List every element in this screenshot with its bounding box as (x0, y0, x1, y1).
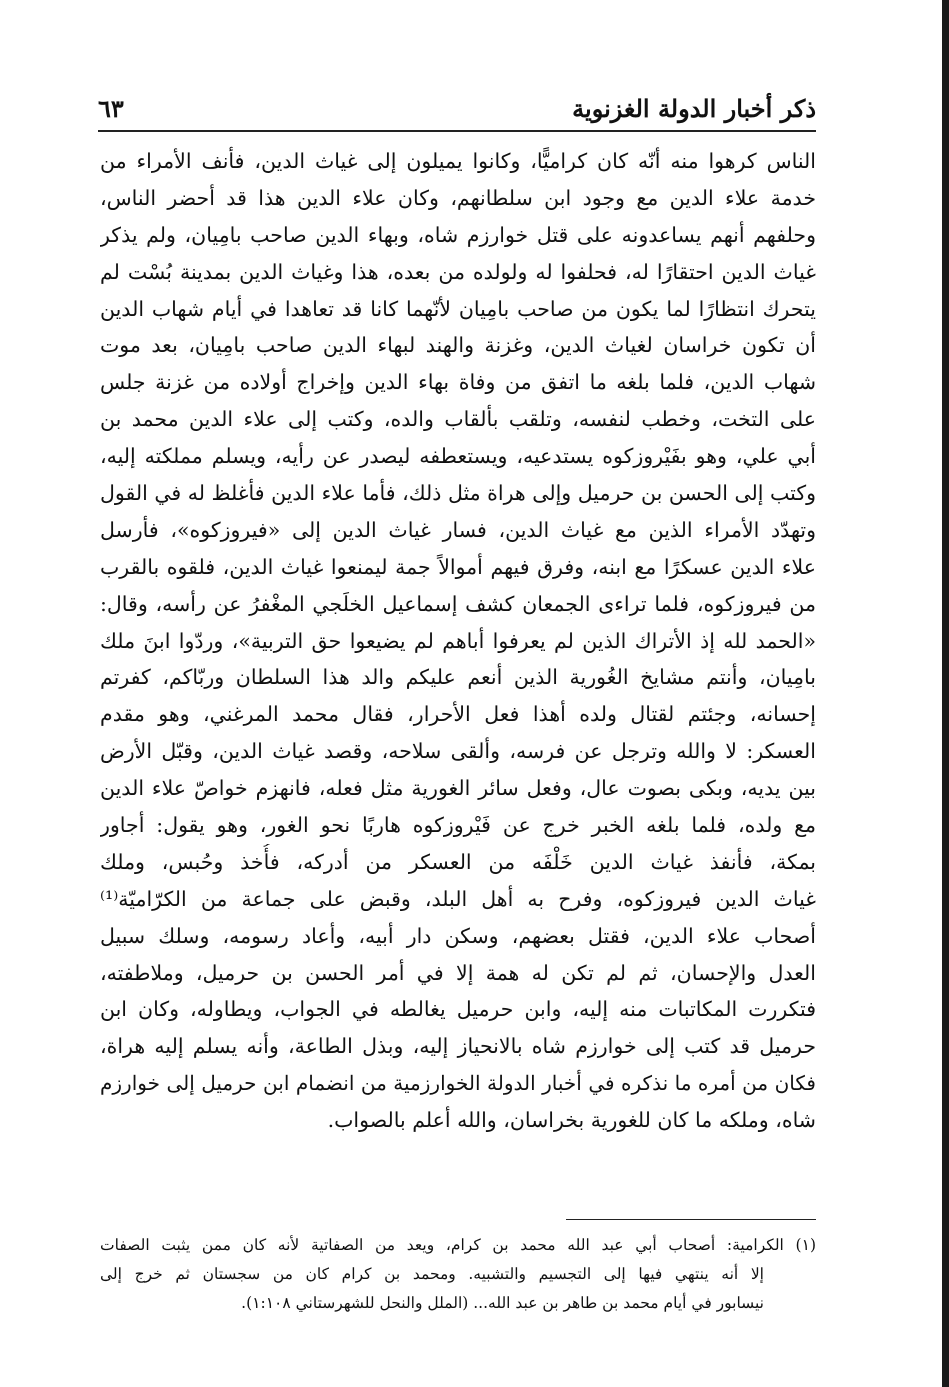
text-line: وحلفهم أنهم يساعدونه على قتل خوارزم شاه، وبهاء الدين صاحب بامِيان، ولم يذكر (100, 222, 816, 247)
text-line: يتحرك انتظارًا لما يكون من صاحب بامِيان لأنّهما كانا قد تعاهدا في أيام شهاب الدين (100, 296, 816, 321)
text-line: إحسانه، وجئتم لقتال ولده أهذا فعل الأحرار، فقال محمد المرغني، وهو مقدم (100, 702, 816, 727)
text-line: بمكة، فأنفذ غياث الدين خَلْفَه من العسكر من أدركه، فأُخذ وحُبس، وملك (100, 849, 816, 874)
text-line: وتهدّد الأمراء الذين مع غياث الدين، فسار غياث الدين إلى «فيروزكوه»، فأرسل (100, 517, 816, 542)
text-line: أصحاب علاء الدين، فقتل بعضهم، وسكن دار أبيه، وأعاد رسومه، وسلك سبيل (100, 923, 816, 948)
text-line: «الحمد لله إذ الأتراك الذين لم يعرفوا أباهم لم يضيعوا حق التربية»، وردّوا ابنَ ملك (100, 628, 816, 653)
text-line: من فيروزكوه، فلما تراءى الجمعان كشف إسماعيل الخلَجي المغْفرُ عن رأسه، وقال: (100, 591, 816, 616)
text-line: وكتب إلى الحسن بن حرميل وإلى هراة مثل ذلك، فأما علاء الدين فأغلظ له في القول (100, 481, 816, 506)
text-line: مع ولده، فلما بلغه الخبر خرج عن فَيْروزكوه هاربًا نحو الغور، وهو يقول: أجاور (100, 813, 816, 838)
running-title: ذكر أخبار الدولة الغزنوية (572, 94, 816, 123)
footnote-line: (١) الكرامية: أصحاب أبي عبد الله محمد بن كرام، ويعد من الصفاتية لأنه كان ممن يثبت الصفات (100, 1236, 816, 1254)
text-line: بين يديه، وبكى بصوت عال، وفعل سائر الغورية مثل فعله، فانهزم خواصّ علاء الدين (100, 776, 816, 801)
text-line: أن تكون خراسان لغياث الدين، وغزنة والهند لبهاء الدين صاحب بامِيان، بعد موت (100, 333, 816, 358)
text-line: بامِيان، وأنتم مشايخ الغُورية الذين أنعم عليكم والد هذا السلطان وربّاكم، كفرتم (100, 665, 816, 690)
text-line: العسكر: لا والله وترجل عن فرسه، وألقى سلاحه، وقصد غياث الدين، وقبّل الأرض (100, 739, 816, 764)
page-header (98, 92, 816, 128)
text-line: أبي علي، وهو بفَيْروزكوه يستدعيه، ويستعطفه ليصدر عن رأيه، ويسلم مملكته إليه، (100, 444, 816, 469)
text-line: شاه، وملكه ما كان للغورية بخراسان، والله أعلم بالصواب. (327, 1108, 816, 1133)
header-rule (98, 130, 816, 132)
footnote-rule (566, 1219, 816, 1220)
text-line: شهاب الدين، فلما بلغه ما اتفق من وفاة بهاء الدين وإخراج أولاده من غزنة جلس (100, 370, 816, 395)
main-text (100, 143, 816, 1139)
page-number: ٦٣ (98, 94, 124, 123)
text-line: غياث الدين احتقارًا له، فحلفوا له ولولده من بعده، هذا وغياث الدين بمدينة بُسْت لم (100, 259, 816, 284)
text-line: غياث الدين فيروزكوه، وفرح به أهل البلد، وقبض على جماعة من الكرّاميّة⁽¹⁾ (100, 886, 816, 911)
footnote-line: إلا أنه ينتهي فيها إلى التجسيم والتشبيه. ومحمد بن كرام كان من سجستان ثم خرج إلى (100, 1265, 764, 1283)
text-line: الناس كرهوا منه أنّه كان كراميًّا، وكانوا يميلون إلى غياث الدين، فأنف الأمراء من (100, 149, 816, 173)
text-line: فكان من أمره ما نذكره في أخبار الدولة الخوارزمية من انضمام ابن حرميل إلى خوارزم (100, 1071, 816, 1096)
footnotes (100, 1231, 816, 1318)
text-line: على التخت، وخطب لنفسه، وتلقب بألقاب والده، وكتب إلى علاء الدين محمد بن (100, 407, 816, 432)
text-line: العدل والإحسان، ثم لم تكن له همة إلا في أمر الحسن بن حرميل، وملاطفته، (100, 960, 816, 985)
text-line: فتكررت المكاتبات منه إليه، وابن حرميل يغالطه في الجواب، ويطاوله، وكان ابن (100, 997, 816, 1022)
text-line: علاء الدين عسكرًا مع ابنه، وفرق فيهم أموالاً جمة ليمنعوا غياث الدين، فلقوه بالقرب (100, 554, 816, 579)
text-line: حرميل قد كتب إلى خوارزم شاه بالانحياز إليه، وبذل الطاعة، وأنه يسلم إليه هراة، (100, 1034, 816, 1059)
text-line: خدمة علاء الدين مع وجود ابن سلطانهم، وكان علاء الدين هذا قد أحضر الناس، (100, 185, 816, 210)
page-edge-shadow (942, 0, 949, 1387)
footnote-line: نيسابور في أيام محمد بن طاهر بن عبد الله... (الملل والنحل للشهرستاني ١:١٠٨). (241, 1294, 764, 1312)
